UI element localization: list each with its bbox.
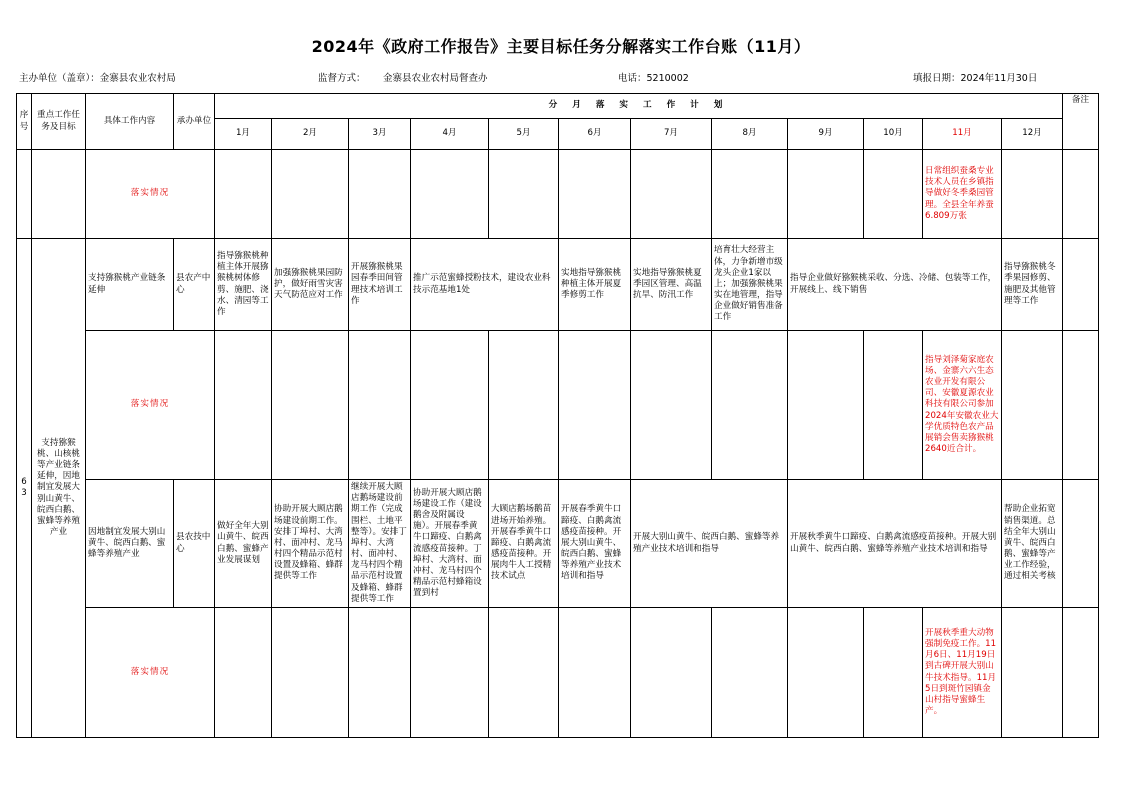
kiwi-jun: 实地指导猕猴桃种植主体开展夏季修剪工作 <box>559 239 631 331</box>
empty-cell <box>215 331 272 480</box>
kiwi-dec: 指导猕猴桃冬季果园修剪、施肥及其他管理等工作 <box>1002 239 1063 331</box>
empty-cell <box>1063 239 1099 331</box>
kiwi-aug: 培育壮大经营主体，力争新增市级龙头企业1家以上；加强猕猴桃果实在地管理，指导企业做好销售准备工作 <box>712 239 788 331</box>
empty-cell <box>712 331 788 480</box>
kiwi-sep-nov: 指导企业做好猕猴桃采收、分选、冷储、包装等工作，开展线上、线下销售 <box>788 239 1002 331</box>
empty-cell <box>349 331 411 480</box>
kiwi-jul: 实地指导猕猴桃夏季园区管理、高温抗旱、防汛工作 <box>631 239 712 331</box>
empty-cell <box>712 150 788 239</box>
month-header: 7月 <box>631 119 712 150</box>
empty-cell <box>1002 331 1063 480</box>
empty-cell <box>1063 331 1099 480</box>
page-title: 2024年《政府工作报告》主要目标任务分解落实工作台账（11月） <box>311 37 811 56</box>
key-task: 支持猕猴桃、山核桃等产业链条延伸，因地制宜发展大别山黄牛、皖西白鹅、蜜蜂等养殖产业 <box>32 239 86 738</box>
header-monthly-plan: 分 月 落 实 工 作 计 划 <box>215 94 1063 119</box>
month-header-current: 11月 <box>923 119 1002 150</box>
empty-cell <box>215 608 272 738</box>
phone: 电话：5210002 <box>618 73 689 84</box>
impl-label: 落实情况 <box>86 608 215 738</box>
empty-cell <box>1063 150 1099 239</box>
livestock-may: 大顾店鹅场鹅苗进场开始养殖。开展春季黄牛口蹄疫、白鹅禽流感疫苗接种。开展肉牛人工授精技术试点 <box>489 480 559 608</box>
empty-cell <box>272 608 349 738</box>
empty-cell <box>631 150 712 239</box>
empty-cell <box>215 150 272 239</box>
seq-number: 63 <box>17 239 32 738</box>
month-header: 12月 <box>1002 119 1063 150</box>
impl-nov-livestock: 开展秋季重大动物强制免疫工作。11月6日、11月19日到古碑开展大别山牛技术指导。11月5日到斑竹园镇金山村指导蜜蜂生产。 <box>923 608 1002 738</box>
task-ledger-table <box>16 93 1099 738</box>
header-key-task: 重点工作任务及目标 <box>32 94 86 150</box>
empty-cell <box>411 608 489 738</box>
livestock-jan: 做好全年大别山黄牛、皖西白鹅、蜜蜂产业发展谋划 <box>215 480 272 608</box>
livestock-jun: 开展春季黄牛口蹄疫、白鹅禽流感疫苗接种。开展大别山黄牛、皖西白鹅、蜜蜂等养殖产业技术培训和指导 <box>559 480 631 608</box>
header-remark: 备注 <box>1063 94 1099 150</box>
empty-cell <box>489 331 559 480</box>
impl-label: 落实情况 <box>86 331 215 480</box>
kiwi-jan: 指导猕猴桃种植主体开展猕猴桃树体修剪、施肥、浇水、清园等工作 <box>215 239 272 331</box>
empty-cell <box>1063 608 1099 738</box>
header-seq: 序号 <box>17 94 32 150</box>
livestock-dec: 帮助企业拓宽销售渠道。总结全年大别山黄牛、皖西白鹅、蜜蜂等产业工作经验，通过相关考核 <box>1002 480 1063 608</box>
livestock-mar: 继续开展大顾店鹅场建设前期工作（完成围栏、土地平整等）。安排丁埠村、大湾村、面冲村、龙马村四个精品示范村设置及蜂箱、蜂群提供等工作 <box>349 480 411 608</box>
empty-cell <box>864 150 923 239</box>
empty-cell <box>559 150 631 239</box>
empty-cell <box>1063 480 1099 608</box>
month-header: 3月 <box>349 119 411 150</box>
livestock-apr: 协助开展大顾店鹅场建设工作（建设鹅舍及附属设施）。开展春季黄牛口蹄疫、白鹅禽流感疫苗接种。丁埠村、大湾村、面冲村、龙马村四个精品示范村蜂箱设置到村 <box>411 480 489 608</box>
impl-nov-sericulture: 日常组织蚕桑专业技术人员在乡镇指导做好冬季桑园管理。全县全年养蚕6.809万张 <box>923 150 1002 239</box>
month-header: 2月 <box>272 119 349 150</box>
empty-cell <box>559 608 631 738</box>
empty-cell <box>1002 608 1063 738</box>
unit-livestock: 县农技中心 <box>174 480 215 608</box>
supervision-value: 金寨县农业农村局督查办 <box>383 73 488 84</box>
empty-cell <box>272 150 349 239</box>
empty-cell <box>411 331 489 480</box>
empty-cell <box>559 331 631 480</box>
supervision-label: 监督方式： <box>318 73 366 84</box>
empty-cell <box>32 150 86 239</box>
empty-cell <box>631 608 712 738</box>
month-header: 5月 <box>489 119 559 150</box>
header-content: 具体工作内容 <box>86 94 174 150</box>
empty-cell <box>712 608 788 738</box>
month-header: 10月 <box>864 119 923 150</box>
empty-cell <box>489 608 559 738</box>
kiwi-feb: 加强猕猴桃果园防护，做好雨雪灾害天气防范应对工作 <box>272 239 349 331</box>
empty-cell <box>349 150 411 239</box>
empty-cell <box>349 608 411 738</box>
month-header: 9月 <box>788 119 864 150</box>
host-unit: 主办单位（盖章）：金寨县农业农村局 <box>19 73 176 84</box>
empty-cell <box>788 331 864 480</box>
empty-cell <box>411 150 489 239</box>
impl-nov-kiwi: 指导刘泽菊家庭农场、金寨六六生态农业开发有限公司、安徽夏源农业科技有限公司参加2024年安徽农业大学优质特色农产品展销会售卖猕猴桃2640近合计。 <box>923 331 1002 480</box>
empty-cell <box>631 331 712 480</box>
impl-label: 落实情况 <box>86 150 215 239</box>
empty-cell <box>788 150 864 239</box>
empty-cell <box>864 608 923 738</box>
month-header: 1月 <box>215 119 272 150</box>
kiwi-apr-may: 推广示范蜜蜂授粉技术，建设农业科技示范基地1处 <box>411 239 559 331</box>
empty-cell <box>864 331 923 480</box>
content-kiwi: 支持猕猴桃产业链条延伸 <box>86 239 174 331</box>
header-unit: 承办单位 <box>174 94 215 150</box>
livestock-feb: 协助开展大顾店鹅场建设前期工作。安排丁埠村、大湾村、面冲村、龙马村四个精品示范村设置及蜂箱、蜂群提供等工作 <box>272 480 349 608</box>
empty-cell <box>489 150 559 239</box>
month-header: 4月 <box>411 119 489 150</box>
month-header: 6月 <box>559 119 631 150</box>
report-date: 填报日期：2024年11月30日 <box>913 73 1038 84</box>
empty-cell <box>1002 150 1063 239</box>
livestock-sep-nov: 开展秋季黄牛口蹄疫、白鹅禽流感疫苗接种。开展大别山黄牛、皖西白鹅、蜜蜂等养殖产业技术培训和指导 <box>788 480 1002 608</box>
unit-kiwi: 县农产中心 <box>174 239 215 331</box>
month-header: 8月 <box>712 119 788 150</box>
empty-cell <box>272 331 349 480</box>
empty-cell <box>17 150 32 239</box>
empty-cell <box>788 608 864 738</box>
content-livestock: 因地制宜发展大别山黄牛、皖西白鹅、蜜蜂等养殖产业 <box>86 480 174 608</box>
kiwi-mar: 开展猕猴桃果园春季田间管理技术培训工作 <box>349 239 411 331</box>
livestock-jul-aug: 开展大别山黄牛、皖西白鹅、蜜蜂等养殖产业技术培训和指导 <box>631 480 788 608</box>
